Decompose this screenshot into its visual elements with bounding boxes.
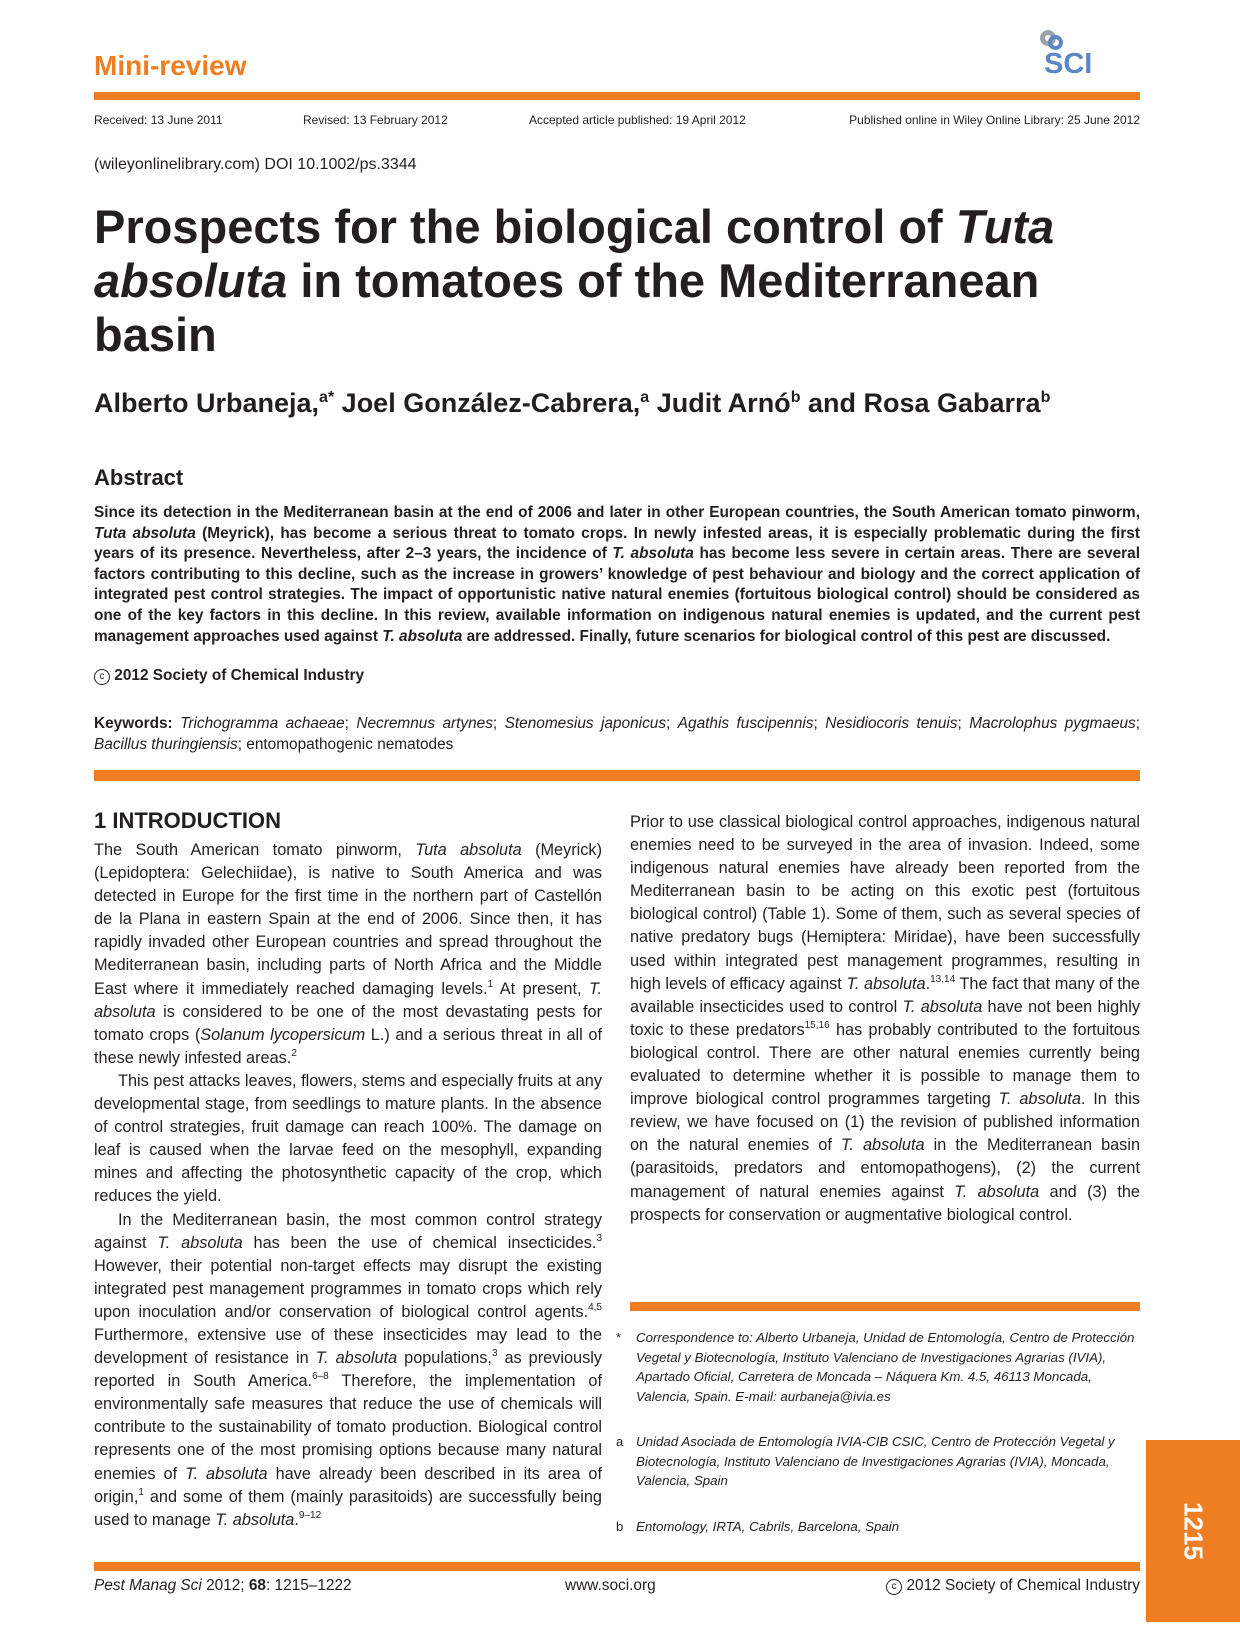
footer-rule [94,1562,1140,1571]
header-rule [94,92,1140,100]
author-1[interactable]: Alberto Urbaneja,$^{a*}$ [94,388,335,418]
article-title: Prospects for the biological control of Tuta absoluta in tomatoes of the Mediterranean basin [94,200,1055,361]
accepted-date: Accepted article published: 19 April 2012 [529,113,746,127]
copyright-icon: c [94,669,110,685]
author-list [94,388,1050,419]
intro-paragraph-4: Prior to use classical biological control approaches, indigenous natural enemies need to be surveyed in the area of invasion. Indeed, some indigenous natural enemies have already been reported from the Mediterranean basin to be acting on this exotic pest (fortuitous biological control) (Table 1). Some of them, such as several species of native predatory bugs (Hemiptera: Miridae), have been successfully used within integrated pest management programmes, resulting in high levels of efficacy against T. absoluta.$^{13,14}$ The fact that many of the available insecticides used to control T. absoluta have not been highly toxic to these predators$^{15,16}$ has probably contributed to the fortuitous biological control. There are other natural enemies currently being evaluated to determine whether it is possible to manage them to improve biological control programmes targeting T. absoluta. In this review, we have focused on (1) the revision of published information on the natural enemies of T. absoluta in the Mediterranean basin (parasitoids, predators and entomopathogens), (2) the current management of natural enemies against T. absoluta and (3) the prospects for conservation or augmentative biological control. [630,813,1140,1224]
footer-website[interactable]: www.soci.org [565,1577,656,1594]
sci-logo [1040,30,1140,85]
footnote-affiliation-a: a Unidad Asociada de Entomología IVIA-CIB CSIC, Centro de Protección Vegetal y Biotecnología, Instituto Valenciano de Investigaciones Agrarias (IVIA), Moncada, Valencia, Spain [616,1434,1115,1488]
author-3[interactable]: Judit Arnó$^b$ [649,388,801,418]
footnote-rule [630,1302,1140,1311]
logo-text: SCI [1044,48,1093,80]
keywords: Keywords: Trichogramma achaeae; Necremnus artynes; Stenomesius japonicus; Agathis fuscipennis; Nesidiocoris tenuis; Macrolophus pygmaeus; Bacillus thuringiensis; entomopathogenic nematodes [94,715,1141,753]
intro-column-left [94,839,602,1532]
intro-column-right [630,811,1140,1227]
intro-paragraph-1: The South American tomato pinworm, Tuta absoluta (Meyrick) (Lepidoptera: Gelechiidae), is native to South America and was detected in Europe for the first time in the northern part of Castellón de la Plana in eastern Spain at the end of 2006. Since then, it has rapidly invaded other European countries and spread throughout the Mediterranean basin, including parts of North Africa and the Middle East where it immediately reached damaging levels.$^1$ At present, T. absoluta is considered to be one of the most devastating pests for tomato crops (Solanum lycopersicum L.) and a serious threat in all of these newly infested areas.$^2$ [94,841,602,1067]
intro-paragraph-2: This pest attacks leaves, flowers, stems and especially fruits at any developmental stage, from seedlings to mature plants. In the absence of control strategies, fruit damage can reach 100%. The damage on leaf is caused when the larvae feed on the mesophyll, expanding mines and affecting the photosynthetic capacity of the crop, which reduces the yield. [94,1071,602,1206]
abstract-text: Since its detection in the Mediterranean basin at the end of 2006 and later in other European countries, the South American tomato pinworm, Tuta absoluta (Meyrick), has become a serious threat to tomato crops. In newly infested areas, it is especially problematic during the first years of its presence. Nevertheless, after 2–3 years, the incidence of T. absoluta has become less severe in certain areas. There are several factors contributing to this decline, such as the increase in growers’ knowledge of pest behaviour and biology and the correct application of integrated pest control strategies. The impact of opportunistic native natural enemies (fortuitous biological control) should be considered as one of the key factors in this decline. In this review, available information on indigenous natural enemies is updated, and the current pest management approaches used against T. absoluta are addressed. Finally, future scenarios for biological control of this pest are discussed. [94,504,1140,645]
author-2[interactable]: Joel González-Cabrera,$^a$ [334,388,650,418]
abstract-heading: Abstract [94,465,184,490]
footnote-correspondence: * Correspondence to: Alberto Urbaneja, Unidad de Entomología, Centro de Protección Vegetal y Biotecnología, Instituto Valenciano de Investigaciones Agrarias (IVIA), Apartado Oficial, Carretera de Moncada – Náquera Km. 4.5, 46113 Moncada, Valencia, Spain. E-mail: aurbaneja@ivia.es [616,1330,1135,1404]
section-label: Mini-review [94,50,247,81]
abstract-copyright: c 2012 Society of Chemical Industry [94,667,364,685]
page-number-tab [1146,1440,1240,1622]
published-date: Published online in Wiley Online Library: 25 June 2012 [849,113,1140,127]
copyright-icon: c [886,1579,902,1595]
received-date: Received: 13 June 2011 [94,113,223,127]
doi-link[interactable]: (wileyonlinelibrary.com) DOI 10.1002/ps.3344 [94,156,417,173]
intro-paragraph-3: In the Mediterranean basin, the most common control strategy against T. absoluta has been the use of chemical insecticides.$^3$ However, their potential non-target effects may disrupt the existing integrated pest management programmes in tomato crops which rely upon inoculation and/or conservation of biological control agents.$^{4,5}$ Furthermore, extensive use of these insecticides may lead to the development of resistance in T. absoluta populations,$^3$ as previously reported in South America.$^{6-8}$ Therefore, the implementation of environmentally safe measures that reduce the use of chemicals will contribute to the sustainability of tomato production. Biological control represents one of the most promising options because many natural enemies of T. absoluta have already been described in its area of origin,$^1$ and some of them (mainly parasitoids) are successfully being used to manage T. absoluta.$^{9-12}$ [94,1210,603,1529]
footnote-affiliation-b: b Entomology, IRTA, Cabrils, Barcelona, Spain [616,1519,900,1534]
keywords-rule [94,770,1140,781]
page-number: 1215 [1178,1502,1209,1560]
footer-citation: Pest Manag Sci 2012; 68: 1215–1222 [94,1577,352,1594]
footer-copyright: c 2012 Society of Chemical Industry [886,1577,1140,1595]
intro-heading: 1 INTRODUCTION [94,808,281,833]
author-4[interactable]: and Rosa Gabarra$^b$ [800,388,1051,418]
revised-date: Revised: 13 February 2012 [303,113,448,127]
